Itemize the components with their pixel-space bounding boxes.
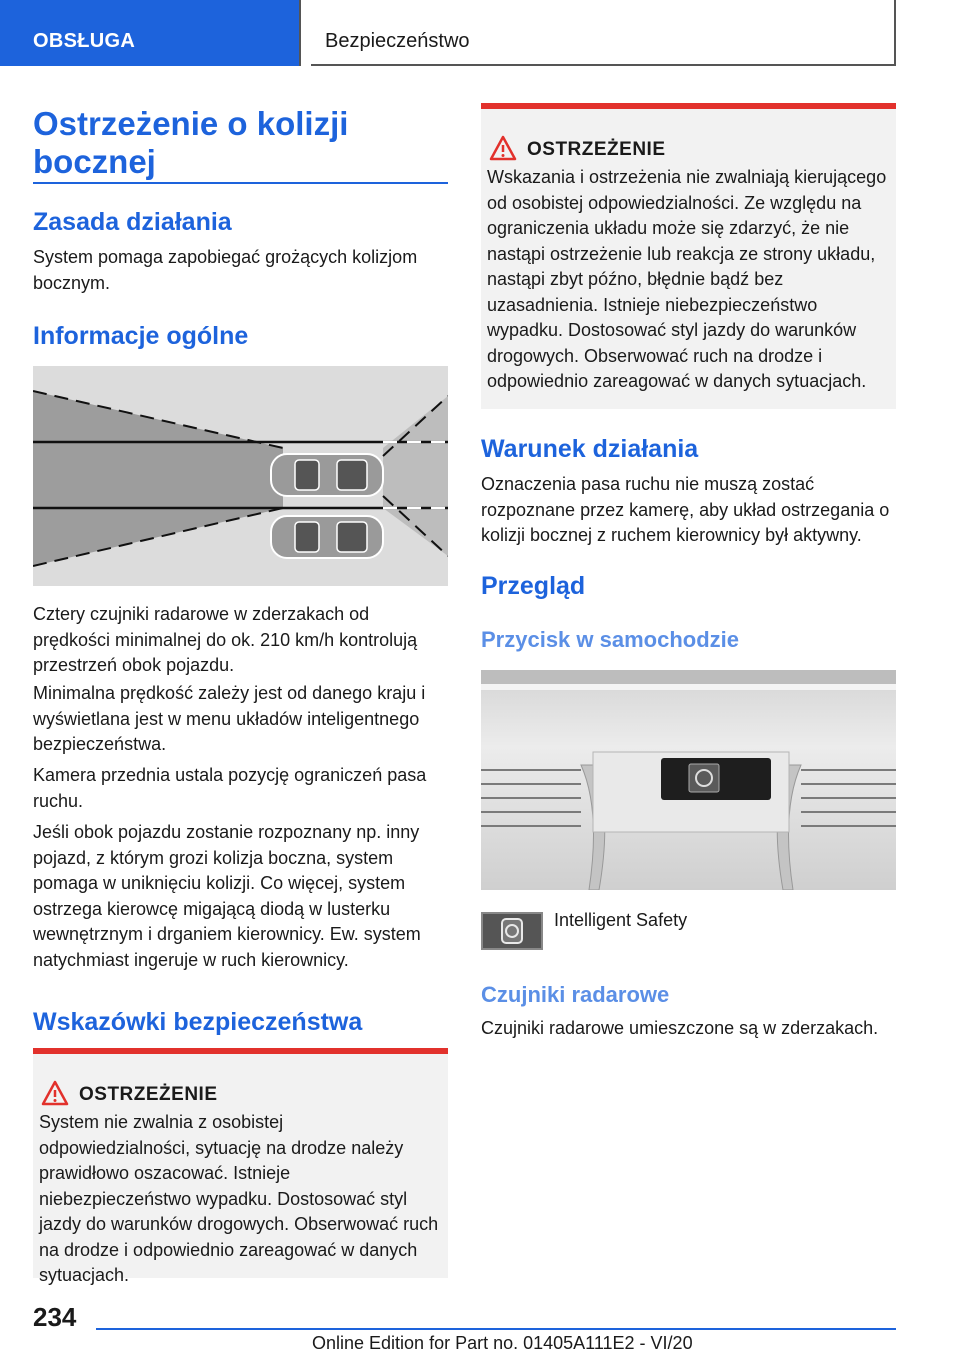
general-info-p3: Kamera przednia ustala pozycję ograniczeń pasa ruchu. [33, 765, 427, 811]
radar-zones-illustration [33, 366, 448, 586]
car-safety-icon [483, 914, 541, 948]
radar-sensors-text: Czujniki radarowe umieszczone są w zderzakach. [481, 1018, 879, 1038]
title-divider [33, 182, 448, 184]
footer-edition: Online Edition for Part no. 01405A111E2 - VI/20 [312, 1333, 693, 1353]
section-tab[interactable] [0, 0, 299, 66]
chapter-label: Bezpieczeństwo [325, 30, 470, 52]
heading-principle: Zasada działania [33, 208, 232, 236]
warning-triangle-icon [41, 1080, 69, 1106]
warning-text-2: Wskazania i ostrzeżenia nie zwalniają kierującego od osobistej odpowiedzialności. Ze względu na ograniczenia układu może się zdarzyć, że nie nastąpi ostrzeżenie lub reakcja ze strony układu, nastąpi zbyt późno, błędnie bądź bez uzasadnienia. Istnieje niebezpieczeństwo wypadku. Dostosować styl jazdy do warunków drogowych. Obserwować ruch na drodze i odpowiednio zareagować w danych sytuacjach. [487, 167, 887, 391]
chapter-tab[interactable] [311, 0, 896, 66]
heading-general-info: Informacje ogólne [33, 322, 249, 350]
page-title: Ostrzeżenie o kolizji bocznej [33, 105, 349, 180]
general-info-p4: Jeśli obok pojazdu zostanie rozpoznany np. inny pojazd, z którym grozi kolizja boczna, system pomaga w uniknięciu kolizji. Co więcej, system ostrzega kierowcę migającą diodą w lusterku wewnętrznym i drganiem kierownicy. Ew. system natychmiast ingeruje w ruch kierownicy. [33, 822, 421, 970]
heading-operating-condition: Warunek działania [481, 435, 699, 463]
general-info-p1: Cztery czujniki radarowe w zderzakach od prędkości minimalnej do ok. 210 km/h kontrolują przestrzeń obok pojazdu. [33, 604, 418, 675]
heading-safety-notes: Wskazówki bezpieczeństwa [33, 1008, 363, 1036]
warning-title-2: OSTRZEŻENIE [527, 139, 666, 160]
operating-condition-text: Oznaczenia pasa ruchu nie muszą zostać rozpoznane przez kamerę, aby układ ostrzegania o kolizji bocznej z ruchem kierownicy był aktywny. [481, 474, 890, 545]
button-label: Intelligent Safety [554, 910, 688, 930]
warning-title-1: OSTRZEŻENIE [79, 1084, 218, 1105]
footer-divider [96, 1328, 896, 1330]
section-label: OBSŁUGA [33, 30, 136, 52]
principle-text: System pomaga zapobiegać grożących kolizjom bocznym. [33, 247, 418, 293]
warning-box-1 [33, 1048, 448, 1285]
warning-triangle-icon [489, 135, 517, 161]
car-lower-icon [271, 516, 383, 558]
warning-text-1: System nie zwalnia z osobistej odpowiedzialności, sytuację na drodze należy prawidłowo oszacować. Istnieje niebezpieczeństwo wypadku. Dostosować styl jazdy do warunków drogowych. Obserwować ruch na drodze i odpowiednio zareagować w danych sytuacjach. [39, 1112, 439, 1285]
dashboard-button-photo [481, 670, 896, 890]
heading-button-in-vehicle: Przycisk w samochodzie [481, 627, 739, 652]
intelligent-safety-button-icon[interactable] [481, 912, 543, 950]
heading-radar-sensors: Czujniki radarowe [481, 982, 670, 1007]
warning-box-2 [481, 103, 896, 409]
car-upper-icon [271, 454, 383, 496]
page-number: 234 [33, 1302, 77, 1332]
heading-overview: Przegląd [481, 572, 586, 600]
general-info-p2: Minimalna prędkość zależy jest od danego kraju i wyświetlana jest w menu układów inteligentnego bezpieczeństwa. [33, 683, 426, 754]
